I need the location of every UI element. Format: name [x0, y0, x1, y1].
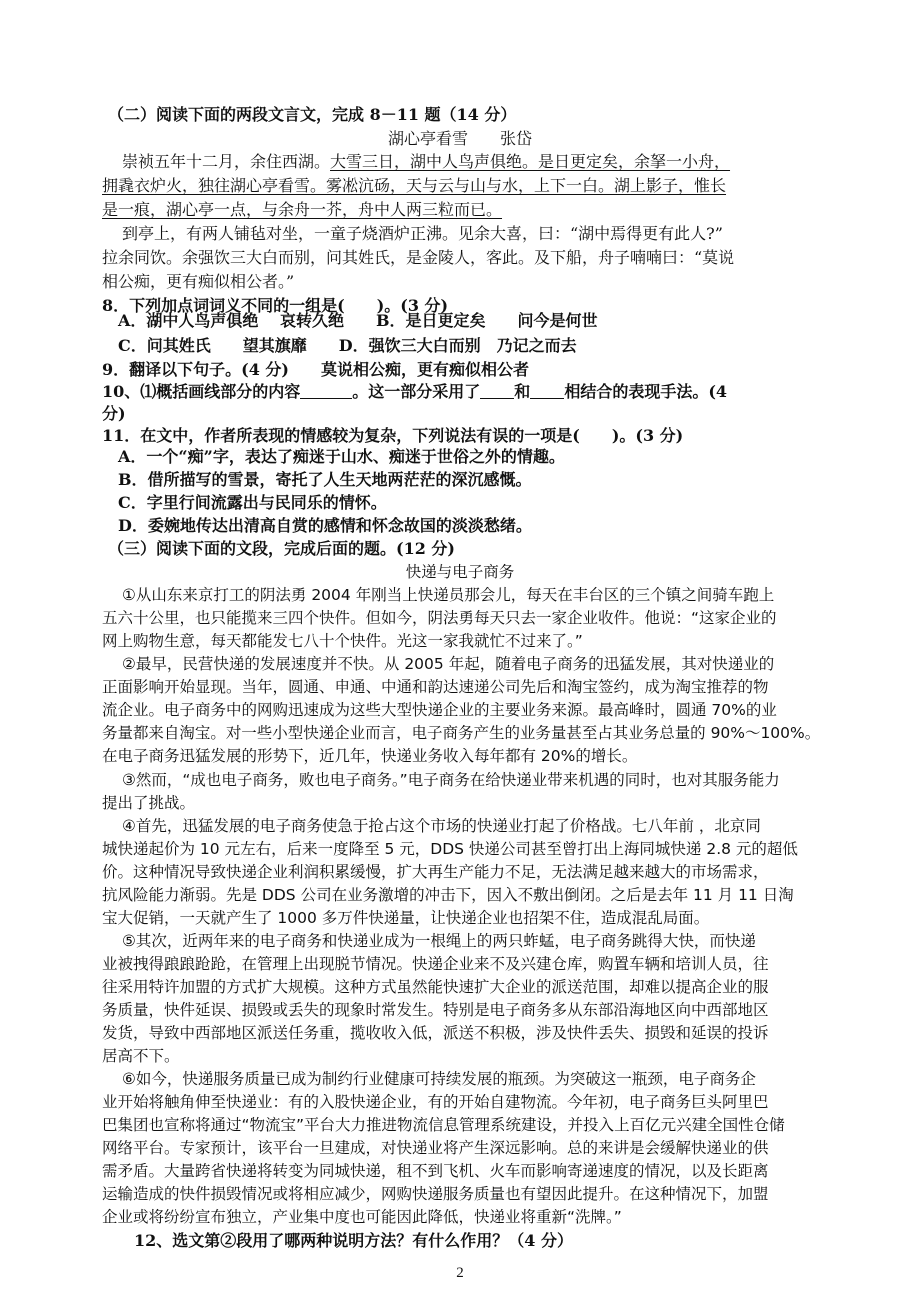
article-p4-l3: 价。这种情况导致快递企业利润积累缓慢，扩大再生产能力不足，无法满足越来越大的市场需求， — [102, 863, 769, 881]
q10-text: 和 — [514, 382, 531, 401]
poem-para2-line3: 相公痴，更有痴似相公者。” — [102, 272, 295, 291]
article-p4-l5: 宝大促销，一天就产生了 1000 多万件快递量，让快递企业也招架不住，造成混乱局面。 — [102, 909, 710, 927]
article-title: 快递与电子商务 — [405, 563, 515, 581]
answer-blank[interactable] — [530, 382, 564, 399]
article-p5-l4: 务质量，快件延误、损毁或丢失的现象时常发生。特别是电子商务多从东部沿海地区向中西部地区 — [102, 1001, 769, 1019]
article-p6-l6: 运输造成的快件损毁情况或将相应减少，网购快递服务质量也有望因此提升。在这种情况下，加盟 — [102, 1185, 769, 1203]
poem-text: 崇祯五年十二月，余住西湖。 — [122, 152, 331, 171]
q10-text: 相结合的表现手法。(4 — [564, 382, 728, 401]
article-p2-l3: 流企业。电子商务中的网购迅速成为这些大型快递企业的主要业务来源。最高峰时，圆通 70%的业 — [102, 701, 777, 719]
q8-option-a: A．湖中人鸟声俱绝 哀转久绝 — [118, 311, 344, 330]
poem-title-line — [0, 127, 920, 151]
q11-option-d: D．委婉地传达出清高自赏的感情和怀念故国的淡淡愁绪。 — [118, 516, 532, 535]
article-p4-l1: ④首先，迅猛发展的电子商务使急于抢占这个市场的快递业打起了价格战。七八年前 ，北京同 — [122, 817, 761, 835]
section3-heading: （三）阅读下面的文段，完成后面的题。(12 分) — [108, 539, 455, 558]
poem-para1-line1 — [122, 150, 730, 174]
q10-text: 。这一部分采用了 — [352, 382, 481, 401]
q8-stem: 8．下列加点词词义不同的一组是( )。(3 分) — [102, 296, 449, 315]
article-p6-l2: 业开始将触角伸至快递业：有的入股快递企业，有的开始自建物流。今年初，电子商务巨头阿里巴 — [102, 1093, 769, 1111]
underlined-text: 大雪三日，湖中人鸟声俱绝。是日更定矣，余拏一小舟， — [330, 152, 731, 171]
q10-line1 — [102, 380, 727, 404]
article-p6-l1: ⑥如今，快递服务质量已成为制约行业健康可持续发展的瓶颈。为突破这一瓶颈，电子商务企 — [122, 1070, 756, 1088]
q9: 9．翻译以下句子。(4 分) 莫说相公痴，更有痴似相公者 — [102, 360, 529, 379]
article-p4-l2: 城快递起价为 10 元左右，后来一度降至 5 元，DDS 快递公司甚至曾打出上海同城快递 2.8 元的超低 — [102, 840, 798, 858]
page-number: 2 — [456, 1265, 464, 1281]
article-p5-l3: 往采用特许加盟的方式扩大规模。这种方式虽然能快速扩大企业的派送范围，却难以提高企业的服 — [102, 978, 769, 996]
article-p2-l5: 在电子商务迅猛发展的形势下，近几年，快递业务收入每年都有 20%的增长。 — [102, 747, 638, 765]
article-p1-l2: 五六十公里，也只能揽来三四个快件。但如今，阴法勇每天只去一家企业收件。他说：“这家企业的 — [102, 609, 777, 627]
article-p1-l1: ①从山东来京打工的阴法勇 2004 年刚当上快递员那会儿，每天在丰台区的三个镇之间骑车跑上 — [122, 586, 775, 604]
q11-option-c: C．字里行间流露出与民同乐的情怀。 — [118, 493, 387, 512]
poem-para1-line3: 是一痕，湖心亭一点，与余舟一芥，舟中人两三粒而已。 — [102, 200, 503, 219]
section2-heading: （二）阅读下面的两段文言文，完成 8－11 题（14 分） — [108, 105, 517, 124]
poem-para1-line2: 拥毳衣炉火，独往湖心亭看雪。雾凇沆砀，天与云与山与水，上下一白。湖上影子，惟长 — [102, 176, 727, 195]
poem-para2-line1: 到亭上，有两人铺毡对坐，一童子烧酒炉正沸。见余大喜，曰：“湖中焉得更有此人?” — [122, 224, 723, 243]
article-p6-l5: 需矛盾。大量跨省快递将转变为同城快递，租不到飞机、火车而影响寄递速度的情况，以及长距离 — [102, 1162, 769, 1180]
q10-text: 10、⑴概括画线部分的内容 — [102, 382, 301, 401]
answer-blank[interactable] — [300, 382, 352, 399]
article-p2-l2: 正面影响开始显现。当年，圆通、申通、中通和韵达速递公司先后和淘宝签约，成为淘宝推荐的物 — [102, 678, 769, 696]
article-p5-l2: 业被拽得踉踉跄跄，在管理上出现脱节情况。快递企业来不及兴建仓库，购置车辆和培训人员，往 — [102, 955, 769, 973]
poem-para2-line2: 拉余同饮。余强饮三大白而别，问其姓氏，是金陵人，客此。及下船，舟子喃喃曰：“莫说 — [102, 248, 735, 267]
q11-stem: 11．在文中，作者所表现的情感较为复杂，下列说法有误的一项是( )。(3 分) — [102, 426, 684, 445]
q8-option-b: B．是日更定矣 问今是何世 — [376, 311, 598, 330]
article-p3-l2: 提出了挑战。 — [102, 794, 196, 812]
poem-title: 湖心亭看雪 — [387, 129, 468, 148]
q8-options-ab — [118, 309, 598, 333]
article-p5-l1: ⑤其次，近两年来的电子商务和快递业成为一根绳上的两只蚱蜢，电子商务跳得大快，而快递 — [122, 932, 756, 950]
q8-options-cd — [118, 334, 577, 358]
q11-option-a: A．一个“痴”字，表达了痴迷于山水、痴迷于世俗之外的情趣。 — [118, 447, 565, 466]
article-p6-l4: 网络平台。专家预计，该平台一旦建成，对快递业将产生深远影响。总的来讲是会缓解快递业的供 — [102, 1139, 769, 1157]
article-p3-l1: ③然而，“成也电子商务，败也电子商务。”电子商务在给快递业带来机遇的同时，也对其服务能力 — [122, 771, 780, 789]
article-p5-l5: 发货，导致中西部地区派送任务重，揽收收入低，派送不积极，涉及快件丢失、损毁和延误的投诉 — [102, 1024, 769, 1042]
q12: 12、选文第②段用了哪两种说明方法？有什么作用？（4 分） — [134, 1231, 573, 1250]
q8-option-c: C．问其姓氏 望其旗靡 — [118, 336, 307, 355]
article-p5-l6: 居高不下。 — [102, 1047, 180, 1065]
q11-option-b: B．借所描写的雪景，寄托了人生天地两茫茫的深沉感慨。 — [118, 470, 532, 489]
article-p6-l3: 巴集团也宣称将通过“物流宝”平台大力推进物流信息管理系统建设，并投入上百亿元兴建全国性仓储 — [102, 1116, 785, 1134]
article-p4-l4: 抗风险能力渐弱。先是 DDS 公司在业务激增的冲击下，因入不敷出倒闭。之后是去年 11 月 11 日淘 — [102, 886, 794, 904]
answer-blank[interactable] — [480, 382, 514, 399]
q10-line2: 分) — [102, 404, 126, 423]
article-p2-l1: ②最早，民营快递的发展速度并不快。从 2005 年起，随着电子商务的迅猛发展，其对快递业的 — [122, 655, 775, 673]
article-p6-l7: 企业或将纷纷宣布独立，产业集中度也可能因此降低，快递业将重新“洗牌。” — [102, 1208, 622, 1226]
poem-author: 张岱 — [500, 129, 533, 148]
q8-option-d: D．强饮三大白而别 乃记之而去 — [338, 336, 577, 355]
article-p1-l3: 网上购物生意，每天都能发七八十个快件。光这一家我就忙不过来了。” — [102, 632, 583, 650]
article-p2-l4: 务量都来自淘宝。对一些小型快递企业而言，电子商务产生的业务量甚至占其业务总量的 90%～100%。 — [102, 724, 821, 742]
